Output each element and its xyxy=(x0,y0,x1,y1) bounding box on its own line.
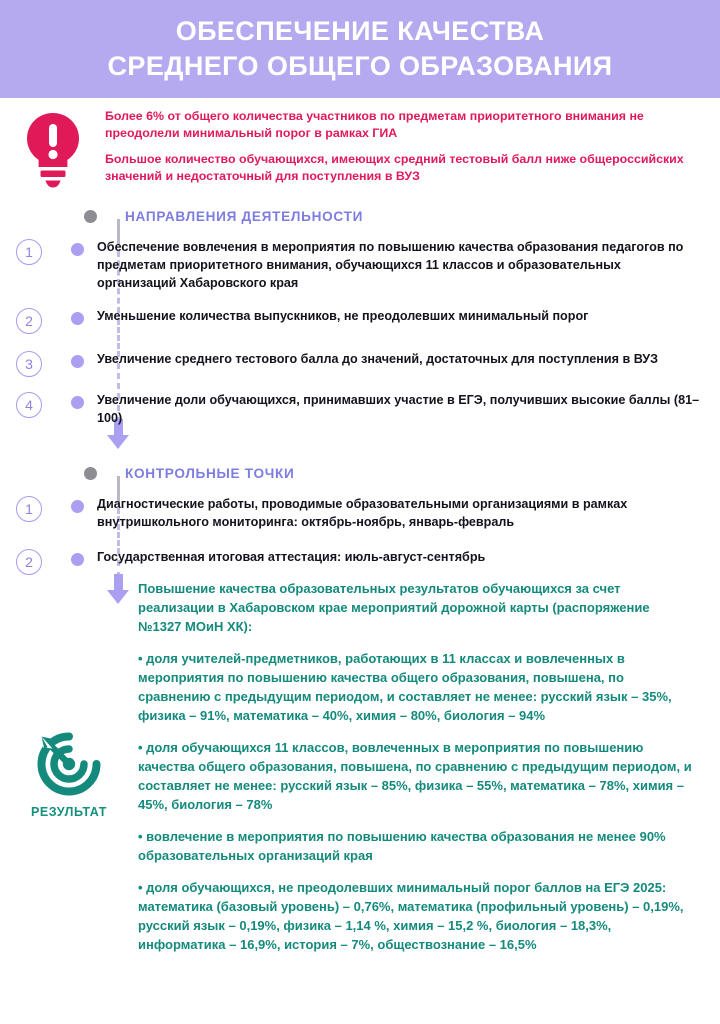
item-dot-wrapper xyxy=(58,350,97,368)
checkpoints-section-title: КОНТРОЛЬНЫЕ ТОЧКИ xyxy=(125,465,295,481)
result-icon-column xyxy=(0,580,138,819)
alert-paragraph: Более 6% от общего количества участников по предметам приоритетного внимания не преодолели минимальный порог в рамках ГИА xyxy=(105,109,644,141)
result-paragraph: • доля обучающихся 11 классов, вовлеченных в мероприятия по повышению качества общего образования, повышена, по сравнению с предыдущим периодом, и составляет не менее: русский язык – 85%, физика – 55%, математика – 78%, химия – 45%, биология – 78% xyxy=(138,739,692,812)
item-number-wrapper xyxy=(0,548,58,575)
result-paragraph: • доля обучающихся, не преодолевших минимальный порог баллов на ЕГЭ 2025: математика (базовый уровень) – 0,76%, математика (профильный уровень) – 0,19%, русский язык – 0,19%, физика – 1,14 %, химия – 15,2 %, биология – 18,3%, информатика – 16,9%, история – 7%, обществознание – 16,5% xyxy=(138,879,684,952)
item-number-wrapper xyxy=(0,391,58,418)
result-paragraph: Повышение качества образовательных результатов обучающихся за счет реализации в Хабаровском крае мероприятий дорожной карты (распоряжение №1327 МОиН ХК): xyxy=(138,581,650,634)
target-arrow-icon xyxy=(33,728,105,800)
page-title-line-2: СРЕДНЕГО ОБЩЕГО ОБРАЗОВАНИЯ xyxy=(107,51,613,81)
directions-item-text: Увеличение среднего тестового балла до значений, достаточных для поступления в ВУЗ xyxy=(97,351,659,366)
section-pin-icon xyxy=(84,210,97,223)
checkpoints-section-header xyxy=(0,462,720,484)
item-number-badge: 3 xyxy=(16,351,42,377)
lightbulb-exclamation-icon xyxy=(26,112,80,188)
item-dot-wrapper xyxy=(58,548,97,566)
directions-item-text: Уменьшение количества выпускников, не преодолевших минимальный порог xyxy=(97,308,589,323)
item-number-badge: 4 xyxy=(16,392,42,418)
timeline-dot-icon xyxy=(71,396,84,409)
item-dot-wrapper xyxy=(58,391,97,409)
timeline-dot-icon xyxy=(71,243,84,256)
alert-text-group xyxy=(105,108,720,185)
directions-item[interactable] xyxy=(0,307,720,334)
item-number-badge: 1 xyxy=(16,239,42,265)
timeline-dot-icon xyxy=(71,312,84,325)
item-number-badge: 1 xyxy=(16,496,42,522)
item-number-badge: 2 xyxy=(16,549,42,575)
directions-item[interactable] xyxy=(0,238,720,293)
directions-section xyxy=(0,205,720,427)
item-number-wrapper xyxy=(0,495,58,522)
timeline-dot-icon xyxy=(71,500,84,513)
result-block xyxy=(0,580,720,954)
item-dot-wrapper xyxy=(58,307,97,325)
timeline-dot-icon xyxy=(71,355,84,368)
directions-item[interactable] xyxy=(0,391,720,428)
alert-paragraph: Большое количество обучающихся, имеющих средний тестовый балл ниже общероссийских значений и недостаточный для поступления в ВУЗ xyxy=(105,152,684,184)
directions-section-header xyxy=(0,205,720,227)
timeline-dot-icon xyxy=(71,553,84,566)
checkpoints-section xyxy=(0,462,720,575)
item-number-wrapper xyxy=(0,238,58,265)
item-number-badge: 2 xyxy=(16,308,42,334)
page-header-banner xyxy=(0,0,720,98)
alert-block xyxy=(0,108,720,188)
item-number-wrapper xyxy=(0,350,58,377)
section-pin-wrapper xyxy=(0,467,125,480)
lightbulb-icon-wrapper xyxy=(0,108,105,188)
page-title-line-1: ОБЕСПЕЧЕНИЕ КАЧЕСТВА xyxy=(175,16,545,47)
result-label: РЕЗУЛЬТАТ xyxy=(30,805,108,819)
directions-item-text: Увеличение доли обучающихся, принимавших участие в ЕГЭ, получивших высокие баллы (81–100) xyxy=(97,392,700,425)
section-pin-wrapper xyxy=(0,210,125,223)
item-number-wrapper xyxy=(0,307,58,334)
checkpoint-item-text: Государственная итоговая аттестация: июль-август-сентябрь xyxy=(97,549,486,564)
directions-section-title: НАПРАВЛЕНИЯ ДЕЯТЕЛЬНОСТИ xyxy=(125,208,364,224)
section-pin-icon xyxy=(84,467,97,480)
result-paragraph: • доля учителей-предметников, работающих в 11 классах и вовлеченных в мероприятия по повышению качества общего образования, повышена, по сравнению с предыдущим периодом, и составляет не менее: русский язык – 35%, физика – 91%, математика – 40%, химия – 80%, биология – 94% xyxy=(138,650,672,723)
result-text-column xyxy=(138,580,720,954)
result-paragraph: • вовлечение в мероприятия по повышению качества образования не менее 90% образовательных организаций края xyxy=(138,828,666,863)
item-dot-wrapper xyxy=(58,495,97,513)
item-dot-wrapper xyxy=(58,238,97,256)
directions-item[interactable] xyxy=(0,350,720,377)
checkpoint-item[interactable] xyxy=(0,495,720,532)
directions-item-text: Обеспечение вовлечения в мероприятия по повышению качества образования педагогов по предметам приоритетного внимания, обучающихся 11 классов и образовательных организаций Хабаровского края xyxy=(97,240,684,290)
checkpoint-item-text: Диагностические работы, проводимые образовательными организациями в рамках внутришкольного мониторинга: октябрь-ноябрь, январь-февраль xyxy=(97,497,628,529)
checkpoint-item[interactable] xyxy=(0,548,720,575)
